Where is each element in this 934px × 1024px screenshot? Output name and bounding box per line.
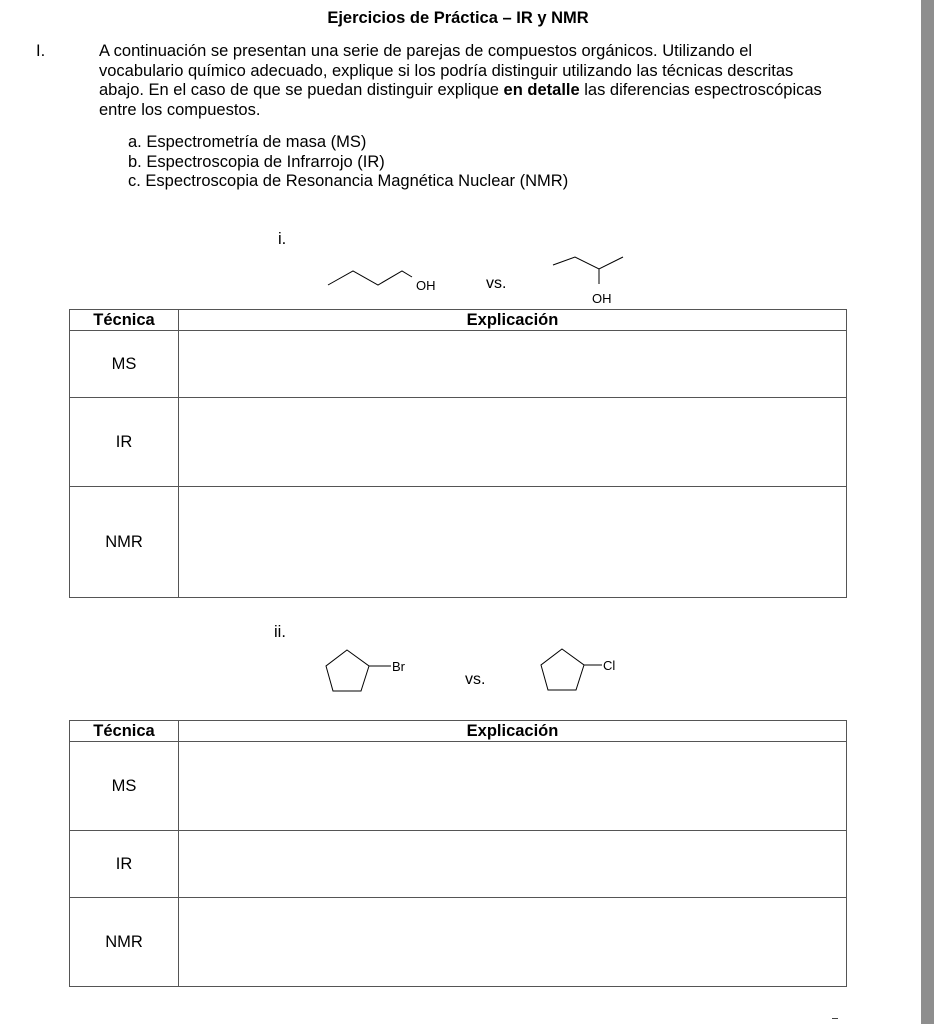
table-row bbox=[70, 398, 847, 487]
table-row bbox=[70, 831, 847, 898]
header-explicacion: Explicación bbox=[179, 721, 847, 742]
table-header-row bbox=[70, 721, 847, 742]
answer-cell-nmr[interactable] bbox=[179, 487, 847, 598]
table-row bbox=[70, 898, 847, 987]
bromocyclopentane-structure bbox=[325, 649, 425, 695]
answer-cell-ir[interactable] bbox=[179, 831, 847, 898]
row-technique-ms: MS bbox=[70, 742, 179, 831]
header-tecnica: Técnica bbox=[70, 310, 179, 331]
header-explicacion: Explicación bbox=[179, 310, 847, 331]
table-row bbox=[70, 331, 847, 398]
2-butanol-oh-label: OH bbox=[592, 291, 612, 306]
problem-ii-label: ii. bbox=[274, 623, 286, 641]
chlorocyclopentane-structure bbox=[540, 648, 640, 694]
molecule-bromocyclopentane bbox=[325, 649, 425, 695]
problem-i-table bbox=[69, 309, 847, 598]
section-intro bbox=[99, 42, 839, 120]
row-technique-ms: MS bbox=[70, 331, 179, 398]
molecule-chlorocyclopentane bbox=[540, 648, 640, 694]
page-mark bbox=[832, 1018, 838, 1019]
table-row bbox=[70, 487, 847, 598]
intro-bold-text: en detalle bbox=[503, 81, 580, 99]
problem-i-label: i. bbox=[278, 230, 287, 248]
molecule-2-butanol bbox=[551, 256, 631, 306]
row-technique-ir: IR bbox=[70, 831, 179, 898]
technique-option-ms: a. Espectrometría de masa (MS) bbox=[128, 133, 367, 151]
problem-ii-vs: vs. bbox=[465, 671, 486, 688]
answer-cell-ir[interactable] bbox=[179, 398, 847, 487]
2-butanol-structure bbox=[551, 256, 631, 306]
molecule-1-butanol bbox=[326, 262, 446, 294]
technique-option-nmr: c. Espectroscopia de Resonancia Magnética Nuclear (NMR) bbox=[128, 172, 569, 190]
bromo-label: Br bbox=[392, 659, 405, 674]
intro-text-1: A continuación se presentan una serie de parejas de compuestos orgánicos. Utilizando el vocabulario químico adecuado, explique si los podría distinguir utilizando las técnicas descritas abajo. En el caso de que se puedan distinguir explique bbox=[99, 42, 794, 99]
table-row bbox=[70, 742, 847, 831]
chloro-label: Cl bbox=[603, 658, 616, 673]
row-technique-nmr: NMR bbox=[70, 487, 179, 598]
page-title: Ejercicios de Práctica – IR y NMR bbox=[327, 9, 589, 27]
header-tecnica: Técnica bbox=[70, 721, 179, 742]
technique-option-ir: b. Espectroscopia de Infrarrojo (IR) bbox=[128, 152, 385, 171]
technique-list bbox=[128, 133, 568, 192]
problem-i-vs: vs. bbox=[486, 275, 507, 292]
intro-text-2: las diferencias espectroscópicas entre los compuestos. bbox=[99, 81, 822, 119]
section-number: I. bbox=[36, 42, 46, 60]
row-technique-ir: IR bbox=[70, 398, 179, 487]
answer-cell-ms[interactable] bbox=[179, 742, 847, 831]
butanol-structure bbox=[326, 262, 446, 294]
answer-cell-nmr[interactable] bbox=[179, 898, 847, 987]
table-header-row bbox=[70, 310, 847, 331]
problem-ii-table bbox=[69, 720, 847, 987]
answer-cell-ms[interactable] bbox=[179, 331, 847, 398]
page-edge-scrollbar bbox=[921, 0, 934, 1024]
row-technique-nmr: NMR bbox=[70, 898, 179, 987]
butanol-oh-label: OH bbox=[416, 278, 436, 293]
